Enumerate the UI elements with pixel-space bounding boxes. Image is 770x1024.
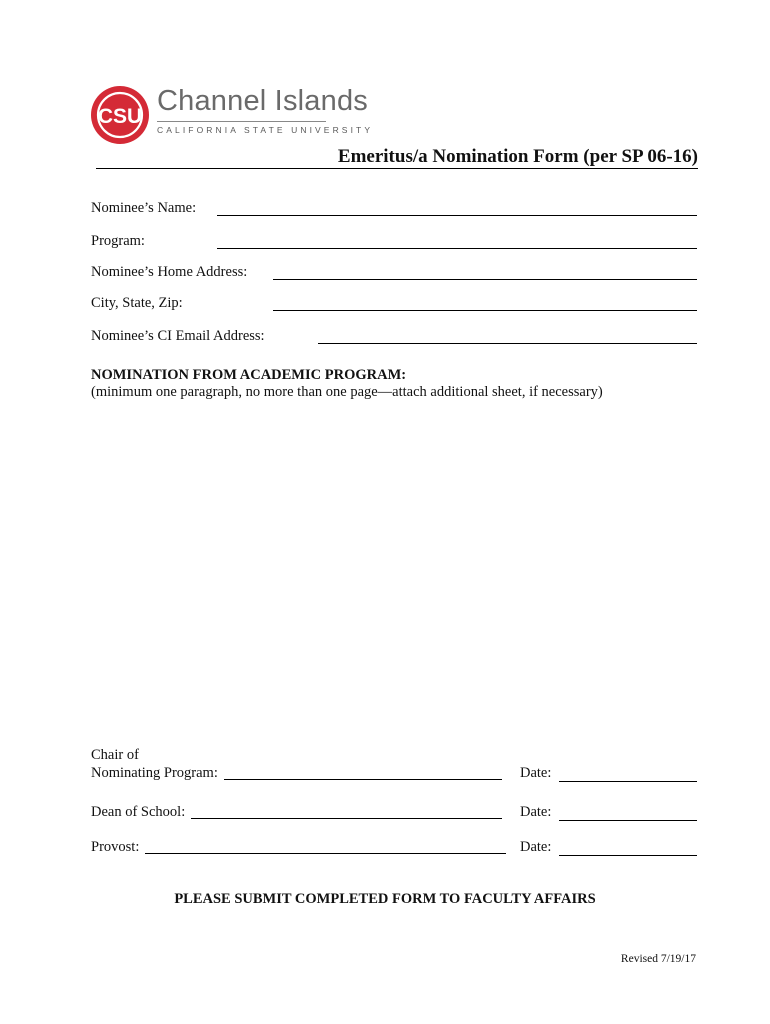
chair-label-line1: Chair of — [91, 747, 139, 763]
provost-label: Provost: — [91, 839, 140, 855]
chair-label-line2: Nominating Program: — [91, 765, 218, 781]
city-state-zip-label: City, State, Zip: — [91, 295, 183, 311]
submit-instructions: PLEASE SUBMIT COMPLETED FORM TO FACULTY AFFAIRS — [174, 891, 596, 907]
chair-date-label: Date: — [520, 765, 552, 781]
home-address-field[interactable] — [273, 279, 697, 280]
program-field[interactable] — [217, 248, 697, 249]
dean-label: Dean of School: — [91, 804, 186, 820]
nominee-name-field[interactable] — [217, 215, 697, 216]
logo-divider — [157, 121, 326, 122]
email-label: Nominee’s CI Email Address: — [91, 328, 265, 344]
dean-signature-field[interactable] — [191, 818, 502, 819]
provost-date-field[interactable] — [559, 855, 697, 856]
logo-subtitle: CALIFORNIA STATE UNIVERSITY — [157, 125, 374, 135]
nominee-name-label: Nominee’s Name: — [91, 200, 197, 216]
csu-logo-mark — [91, 86, 149, 144]
form-title: Emeritus/a Nomination Form (per SP 06-16) — [337, 146, 698, 167]
city-state-zip-field[interactable] — [273, 310, 697, 311]
nomination-text-area[interactable] — [91, 410, 697, 740]
provost-date-label: Date: — [520, 839, 552, 855]
logo-wordmark: Channel Islands — [157, 85, 368, 117]
email-field[interactable] — [318, 343, 697, 344]
home-address-label: Nominee’s Home Address: — [91, 264, 248, 280]
dean-date-field[interactable] — [559, 820, 697, 821]
revision-date: Revised 7/19/17 — [620, 953, 696, 965]
csu-monogram-icon — [91, 86, 149, 144]
dean-date-label: Date: — [520, 804, 552, 820]
provost-signature-field[interactable] — [145, 853, 506, 854]
chair-signature-field[interactable] — [224, 779, 502, 780]
nomination-heading: NOMINATION FROM ACADEMIC PROGRAM: — [91, 367, 407, 383]
logo-monogram: CSU — [97, 105, 143, 128]
program-label: Program: — [91, 233, 145, 249]
nomination-instructions: (minimum one paragraph, no more than one page—attach additional sheet, if necessary) — [91, 384, 603, 400]
chair-date-field[interactable] — [559, 781, 697, 782]
title-rule — [96, 168, 698, 169]
